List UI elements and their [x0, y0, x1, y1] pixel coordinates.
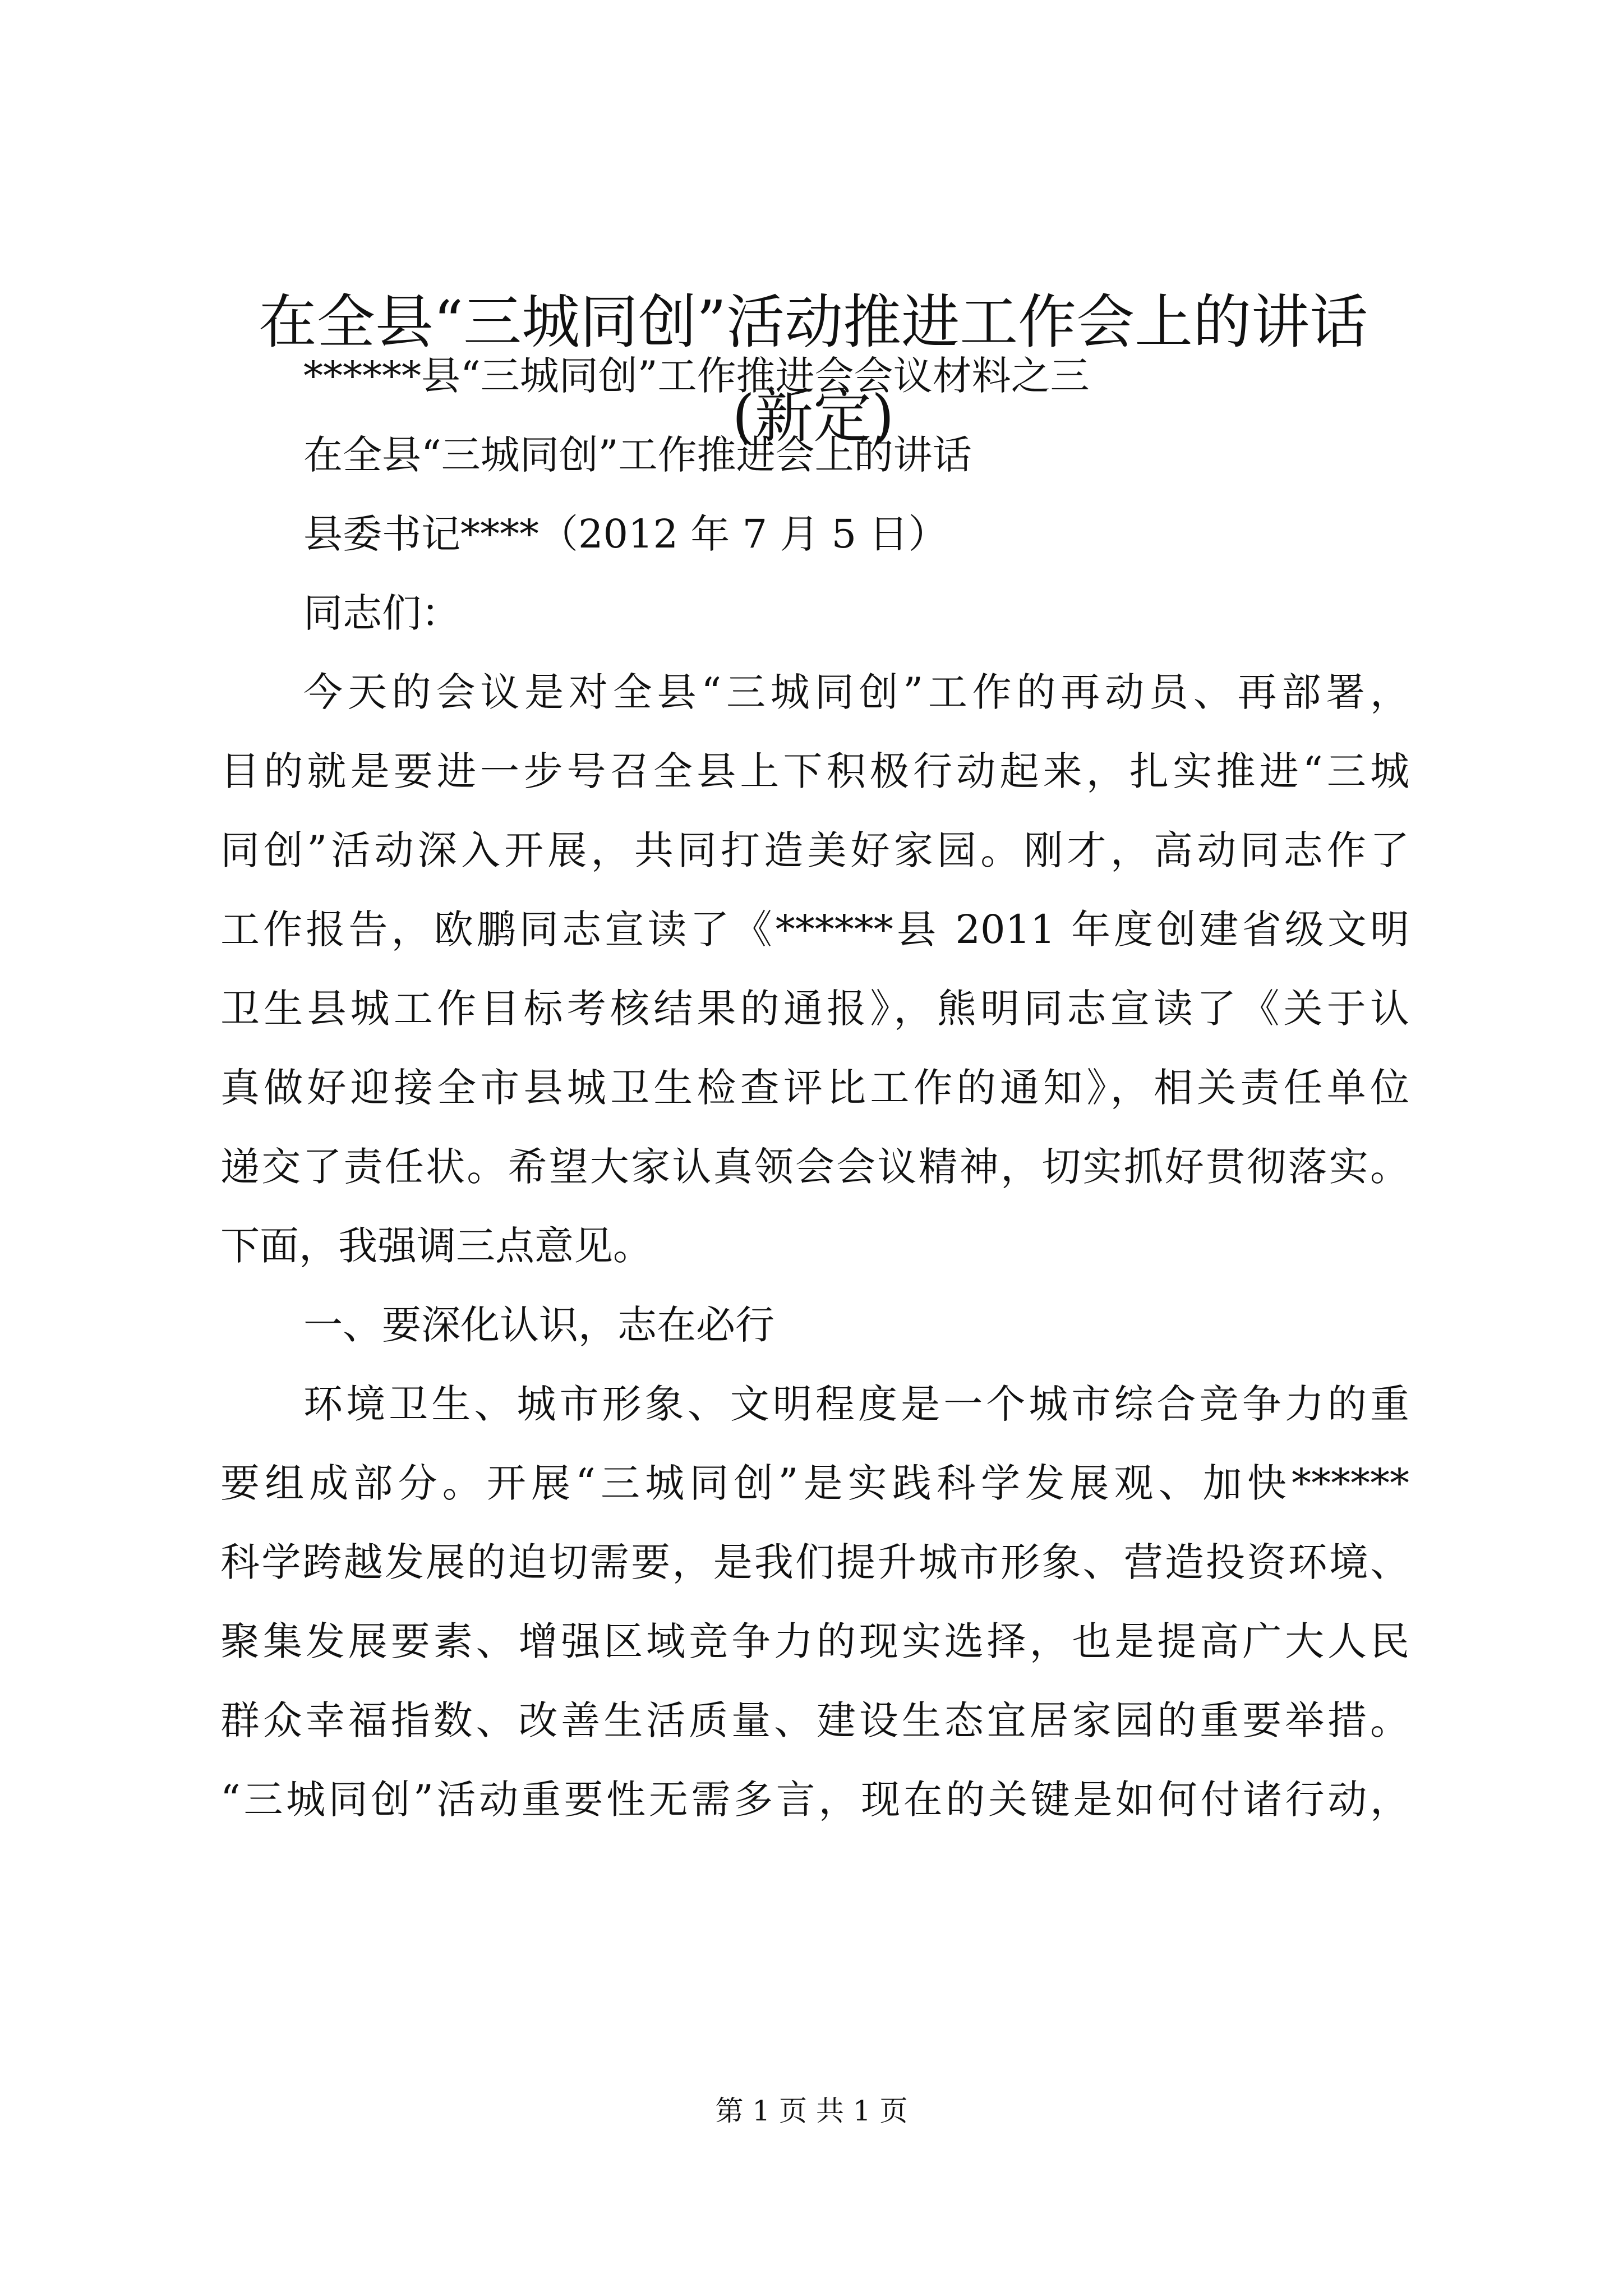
body-line: 真做好迎接全市县城卫生检查评比工作的通知》，相关责任单位 — [220, 1065, 1409, 1111]
body-line: 一、要深化认识，志在必行 — [303, 1302, 774, 1348]
body-line: 下面，我强调三点意见。 — [220, 1223, 652, 1269]
body-line: 工作报告，欧鹏同志宣读了《******县 2011 年度创建省级文明 — [220, 907, 1409, 953]
title-line-1: 在全县“三城同创”活动推进工作会上的讲话 — [258, 288, 1368, 356]
body-line: 环境卫生、城市形象、文明程度是一个城市综合竞争力的重 — [303, 1381, 1409, 1427]
body-line: 递交了责任状。希望大家认真领会会议精神，切实抓好贯彻落实。 — [220, 1144, 1409, 1190]
body-line: 目的就是要进一步号召全县上下积极行动起来，扎实推进“三城 — [220, 748, 1409, 794]
page-footer: 第 1 页 共 1 页 — [715, 2095, 908, 2127]
body-line: 卫生县城工作目标考核结果的通报》，熊明同志宣读了《关于认 — [220, 986, 1409, 1032]
title-line-2: (新定) — [732, 382, 895, 450]
body-line: 县委书记****（2012 年 7 月 5 日） — [303, 511, 948, 557]
body-line: 群众幸福指数、改善生活质量、建设生态宜居家园的重要举措。 — [220, 1697, 1409, 1743]
body-line: 科学跨越发展的迫切需要，是我们提升城市形象、营造投资环境、 — [220, 1539, 1409, 1585]
document-body — [220, 337, 1409, 1839]
body-line: 要组成部分。开展“三城同创”是实践科学发展观、加快****** — [220, 1460, 1409, 1506]
body-line: 今天的会议是对全县“三城同创”工作的再动员、再部署， — [303, 669, 1409, 715]
body-line: 同志们： — [303, 590, 460, 636]
body-line: “三城同创”活动重要性无需多言，现在的关键是如何付诸行动， — [220, 1777, 1409, 1823]
body-line: 在全县“三城同创”工作推进会上的讲话 — [303, 432, 972, 478]
body-line: ******县“三城同创”工作推进会会议材料之三 — [303, 353, 1090, 399]
body-line: 聚集发展要素、增强区域竞争力的现实选择，也是提高广大人民 — [220, 1618, 1409, 1664]
body-line: 同创”活动深入开展，共同打造美好家园。刚才，高动同志作了 — [220, 827, 1409, 873]
